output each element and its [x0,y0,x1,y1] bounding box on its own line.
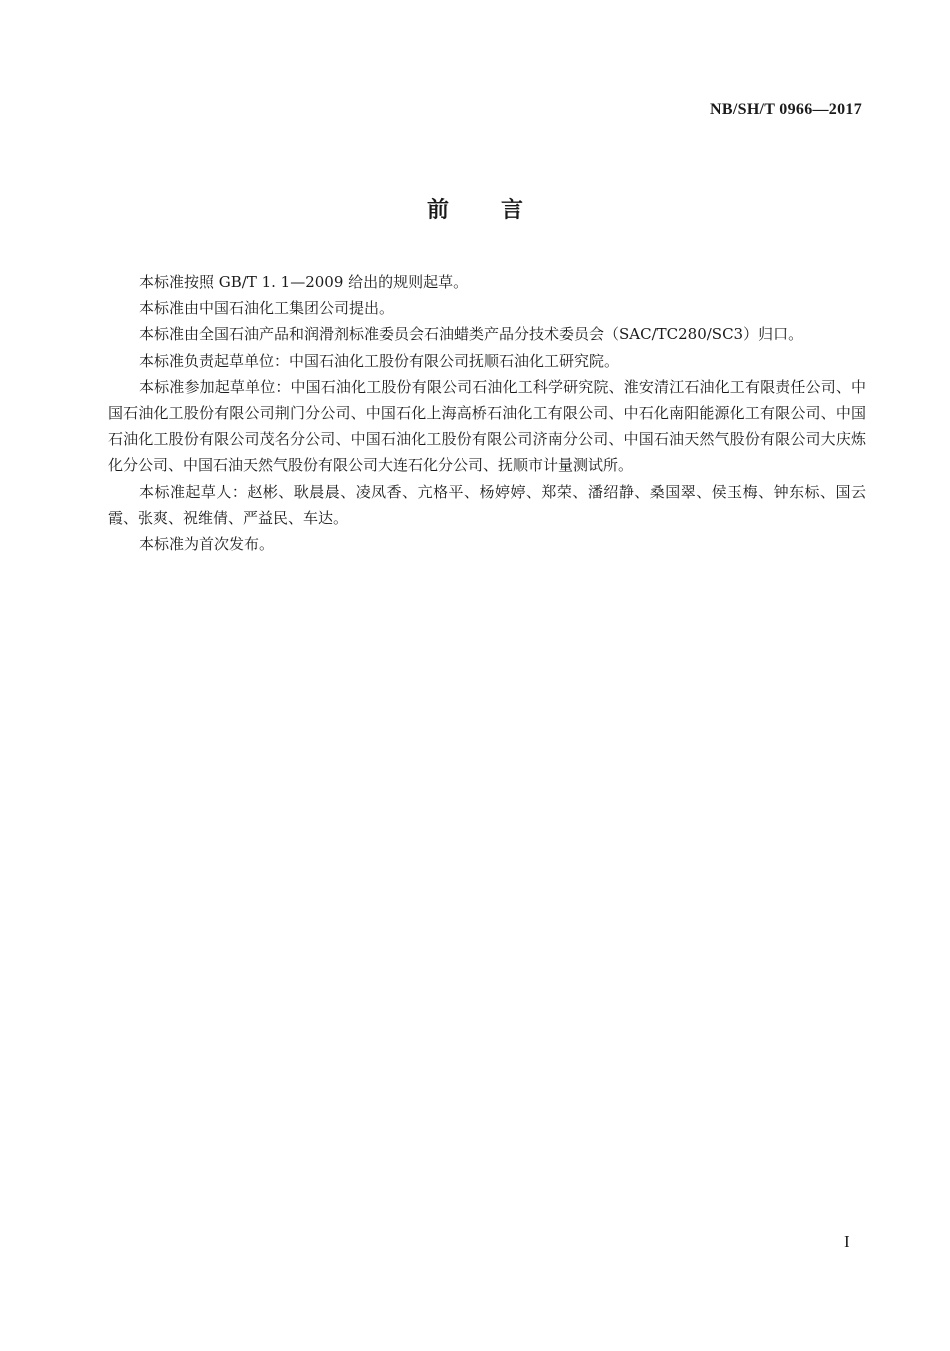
page-title: 前言 [426,198,575,223]
paragraph-lead-drafter: 本标准负责起草单位：中国石油化工股份有限公司抚顺石油化工研究院。 [139,351,620,370]
paragraph-drafting-rules: 本标准按照 GB/T 1. 1—2009 给出的规则起草。 [139,273,469,291]
paragraph-first-release: 本标准为首次发布。 [139,535,275,554]
foreword-body [108,269,866,557]
document-code: NB/SH/T 0966—2017 [710,101,862,118]
paragraph-participating-units: 本标准参加起草单位：中国石油化工股份有限公司石油化工科学研究院、淮安清江石油化工有限责任公司、中国石油化工股份有限公司荆门分公司、中国石化上海高桥石油化工有限公司、中石化南阳能源化工有限公司、中国石油化工股份有限公司茂名分公司、中国石油化工股份有限公司济南分公司、中国石油天然气股份有限公司大庆炼化分公司、中国石油天然气股份有限公司大连石化分公司、抚顺市计量测试所。 [108,377,866,475]
page-number: I [844,1232,850,1251]
paragraph-drafters: 本标准起草人：赵彬、耿晨晨、凌凤香、亢格平、杨婷婷、郑荣、潘绍静、桑国翠、侯玉梅、钟东标、国云霞、张爽、祝维倩、严益民、车达。 [108,482,866,527]
paragraph-committee: 本标准由全国石油产品和润滑剂标准委员会石油蜡类产品分技术委员会（SAC/TC280/SC3）归口。 [139,325,804,344]
paragraph-proposer: 本标准由中国石油化工集团公司提出。 [139,299,395,318]
